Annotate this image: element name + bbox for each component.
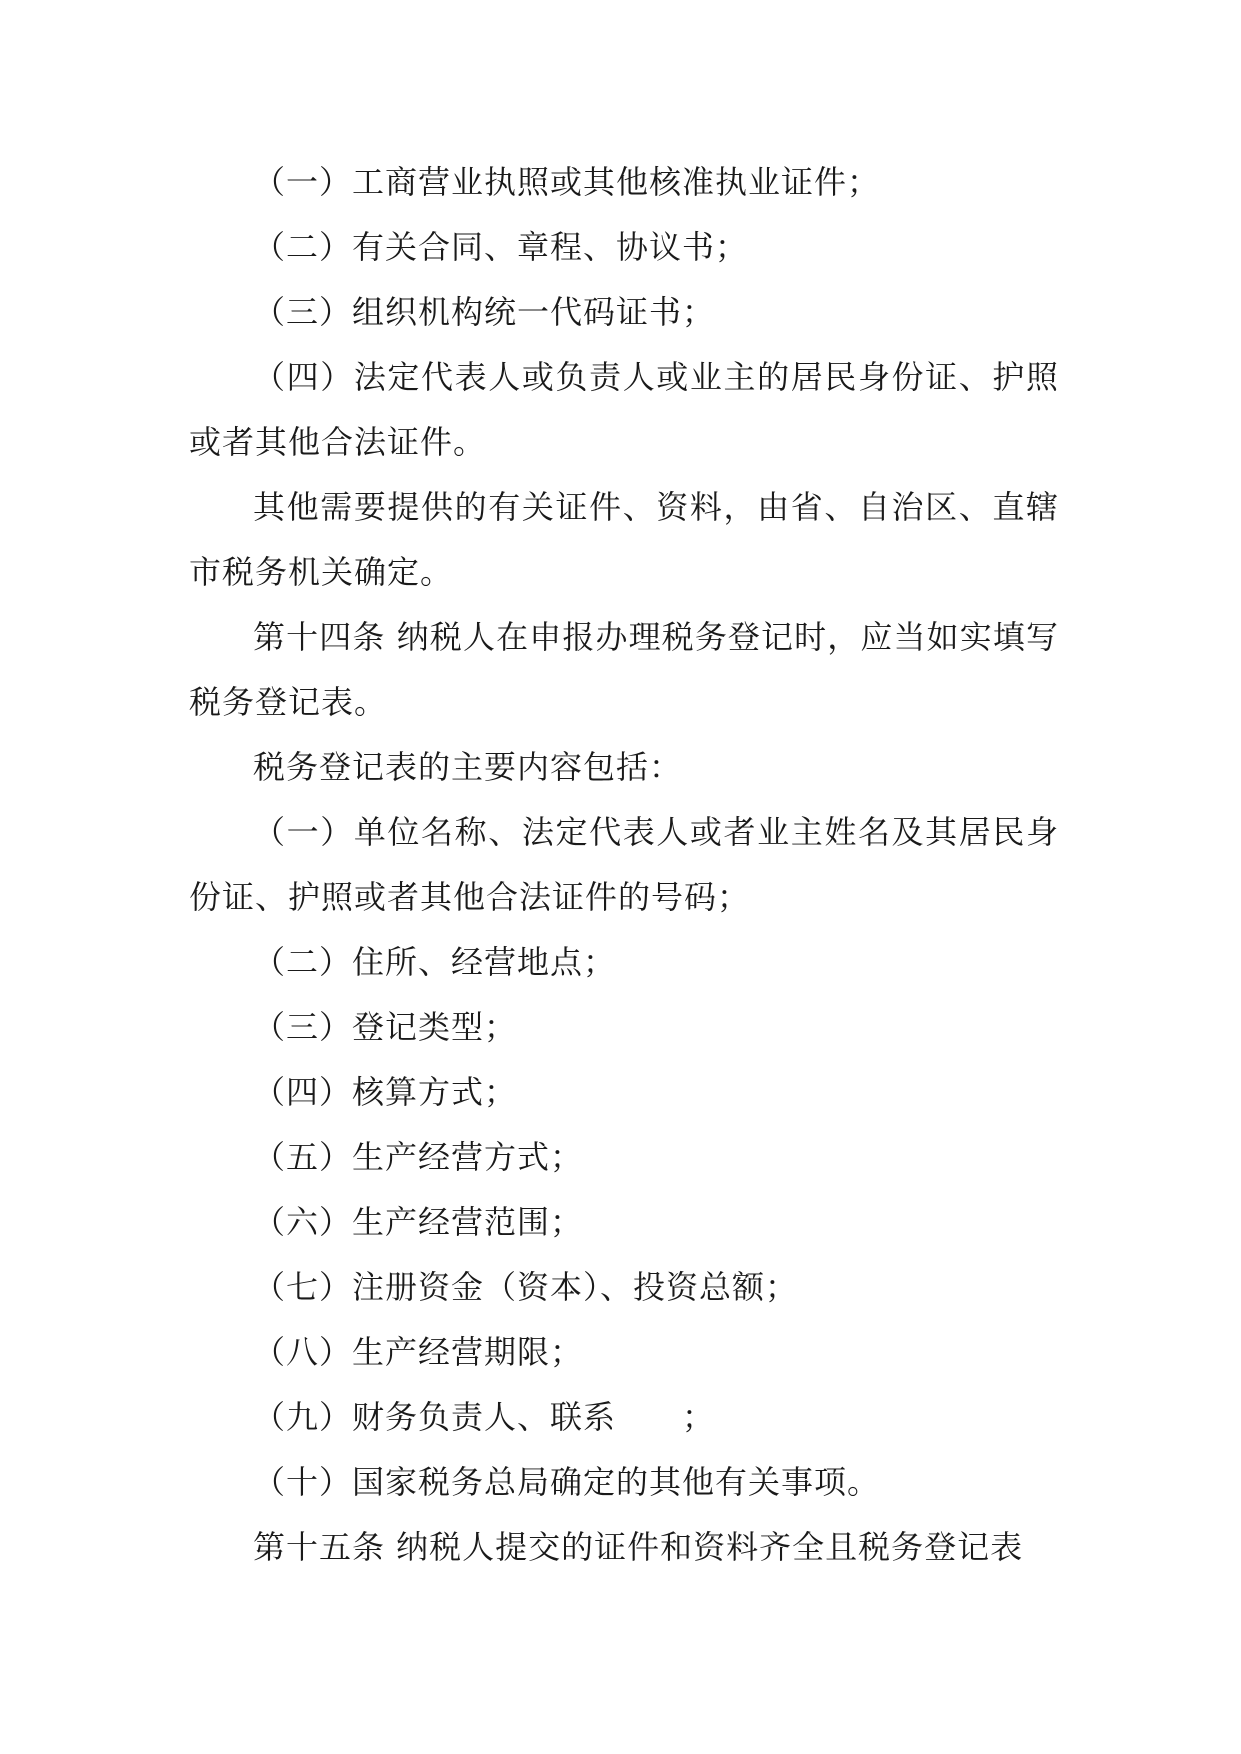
content-item-10: （十）国家税务总局确定的其他有关事项。 (253, 1463, 881, 1501)
content-item-2: （二）住所、经营地点； (253, 943, 617, 981)
paragraph-item-3: （三）组织机构统一代码证书； (253, 293, 716, 331)
paragraph-item-2: （二）有关合同、章程、协议书； (253, 228, 749, 266)
content-item-9: （九）财务负责人、联系 ； (253, 1398, 716, 1436)
paragraph-other-materials: 其他需要提供的有关证件、资料，由省、自治区、直辖市税务机关确定。 (189, 488, 1059, 591)
content-item-7: （七）注册资金（资本）、投资总额； (253, 1268, 799, 1306)
paragraph-registration-form-contents: 税务登记表的主要内容包括： (253, 748, 683, 786)
paragraph-item-4: （四）法定代表人或负责人或业主的居民身份证、护照或者其他合法证件。 (189, 358, 1059, 461)
content-item-3: （三）登记类型； (253, 1008, 518, 1046)
document-body (189, 150, 1059, 1580)
content-item-6: （六）生产经营范围； (253, 1203, 584, 1241)
article-14: 第十四条 纳税人在申报办理税务登记时，应当如实填写税务登记表。 (189, 618, 1059, 721)
content-item-5: （五）生产经营方式； (253, 1138, 584, 1176)
paragraph-item-1: （一）工商营业执照或其他核准执业证件； (253, 163, 881, 201)
content-item-1: （一）单位名称、法定代表人或者业主姓名及其居民身份证、护照或者其他合法证件的号码； (189, 813, 1059, 916)
article-15: 第十五条 纳税人提交的证件和资料齐全且税务登记表 (253, 1528, 1024, 1566)
content-item-4: （四）核算方式； (253, 1073, 518, 1111)
content-item-8: （八）生产经营期限； (253, 1333, 584, 1371)
